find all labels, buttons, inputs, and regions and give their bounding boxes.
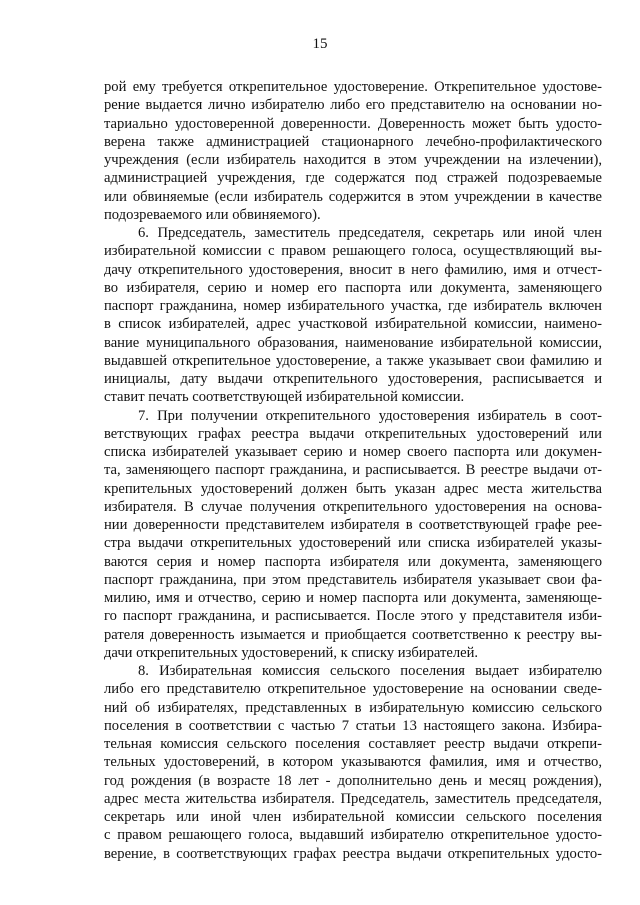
text-line: ставит печать соответствующей избирательной комиссии. xyxy=(104,389,465,406)
text-line: адрес места жительства избирателя. Председатель, заместитель председателя, xyxy=(104,790,602,807)
text-line: избирателя. В случае получения открепительного удостоверения на основа- xyxy=(104,498,602,515)
text-line: верение, в соответствующих графах реестра выдачи открепительных удосто- xyxy=(104,845,602,862)
text-line: или обвиняемые (если избиратель содержится в этом учреждении в качестве xyxy=(104,188,602,205)
text-line: ний об избирателях, представленных в избирательную комиссию сельского xyxy=(104,699,602,716)
text-line: милию, имя и отчество, серию и номер паспорта или документа, заменяюще- xyxy=(104,590,602,606)
text-line: год рождения (в возрасте 18 лет - дополнительно день и месяц рождения), xyxy=(104,772,602,789)
text-line: дачу открепительного удостоверения, вносит в него фамилию, имя и отчест- xyxy=(104,261,602,278)
text-line: выдавшей открепительное удостоверение, а также указывает свои фамилию и xyxy=(104,352,602,369)
text-line: учреждения (если избиратель находится в этом учреждении на излечении), xyxy=(104,152,602,168)
text-line: го паспорт гражданина, и расписывается. После этого у представителя изби- xyxy=(104,608,602,625)
text-line: во избирателя, серию и номер его паспорта или документа, заменяющего xyxy=(104,279,602,296)
text-line: поселения в соответствии с частью 7 статьи 13 настоящего закона. Избира- xyxy=(104,717,602,734)
text-line: ветствующих графах реестра выдачи открепительных удостоверений или xyxy=(104,425,602,442)
text-line: верена также администрацией стационарного лечебно-профилактического xyxy=(104,133,602,150)
text-line: дачи открепительных удостоверений, к списку избирателей. xyxy=(104,644,479,661)
text-line: паспорт гражданина, при этом представитель избирателя указывает свои фа- xyxy=(104,571,602,588)
text-line: рение выдается лично избирателю либо его представителю на основании но- xyxy=(104,97,602,114)
text-line: 8. Избирательная комиссия сельского поселения выдает избирателю xyxy=(138,663,602,679)
text-line: тельная комиссия сельского поселения составляет реестр выдачи открепи- xyxy=(104,736,602,752)
text-line: с правом решающего голоса, выдавший избирателю открепительное удосто- xyxy=(104,827,602,844)
paragraph-item-6 xyxy=(104,224,602,407)
paragraph-item-8 xyxy=(104,662,602,863)
text-line: рой ему требуется открепительное удостоверение. Открепительное удостове- xyxy=(104,79,602,95)
text-line: рателя доверенность изымается и приобщается соответственно к реестру вы- xyxy=(104,626,602,643)
text-line: администрацией учреждения, где содержатся под стражей подозреваемые xyxy=(104,170,602,187)
text-line: избирательной комиссии с правом решающего голоса, осуществляющий вы- xyxy=(104,243,602,260)
text-line: ваются серия и номер паспорта избирателя или документа, заменяющего xyxy=(104,553,602,570)
text-line: паспорт гражданина, номер избирательного участка, где избиратель включен xyxy=(104,298,602,314)
text-line: тельных удостоверений, в котором указываются фамилия, имя и отчество, xyxy=(104,754,602,771)
text-line: подозреваемого или обвиняемого). xyxy=(104,206,321,223)
paragraph-continuation xyxy=(104,78,602,224)
text-line: вание муниципального образования, наименование избирательной комиссии, xyxy=(104,334,602,351)
text-line: крепительных удостоверений должен быть указан адрес места жительства xyxy=(104,480,602,497)
text-line: инициалы, дату выдачи открепительного удостоверения, расписывается и xyxy=(104,371,602,387)
page-number: 15 xyxy=(312,36,328,52)
text-line: стра выдачи открепительных удостоверений или списка избирателей указы- xyxy=(104,535,602,552)
text-line: секретарь или иной член избирательной комиссии сельского поселения xyxy=(104,809,602,825)
body-text xyxy=(104,78,602,863)
text-line: нии доверенности представителем избирателя в соответствующей графе рее- xyxy=(104,517,602,533)
paragraph-item-7 xyxy=(104,407,602,663)
text-line: в список избирателей, адрес участковой избирательной комиссии, наимено- xyxy=(104,316,602,333)
text-line: тариально удостоверенной доверенности. Доверенность может быть удосто- xyxy=(104,115,602,132)
text-line: та, заменяющего паспорт гражданина, и расписывается. В реестре выдачи от- xyxy=(104,462,602,479)
text-line: 6. Председатель, заместитель председателя, секретарь или иной член xyxy=(138,225,602,241)
text-line: либо его представителю открепительное удостоверение на основании сведе- xyxy=(104,681,602,698)
text-line: 7. При получении открепительного удостоверения избиратель в соот- xyxy=(138,407,602,424)
text-line: списка избирателей указывает серию и номер своего паспорта или докумен- xyxy=(104,444,602,460)
